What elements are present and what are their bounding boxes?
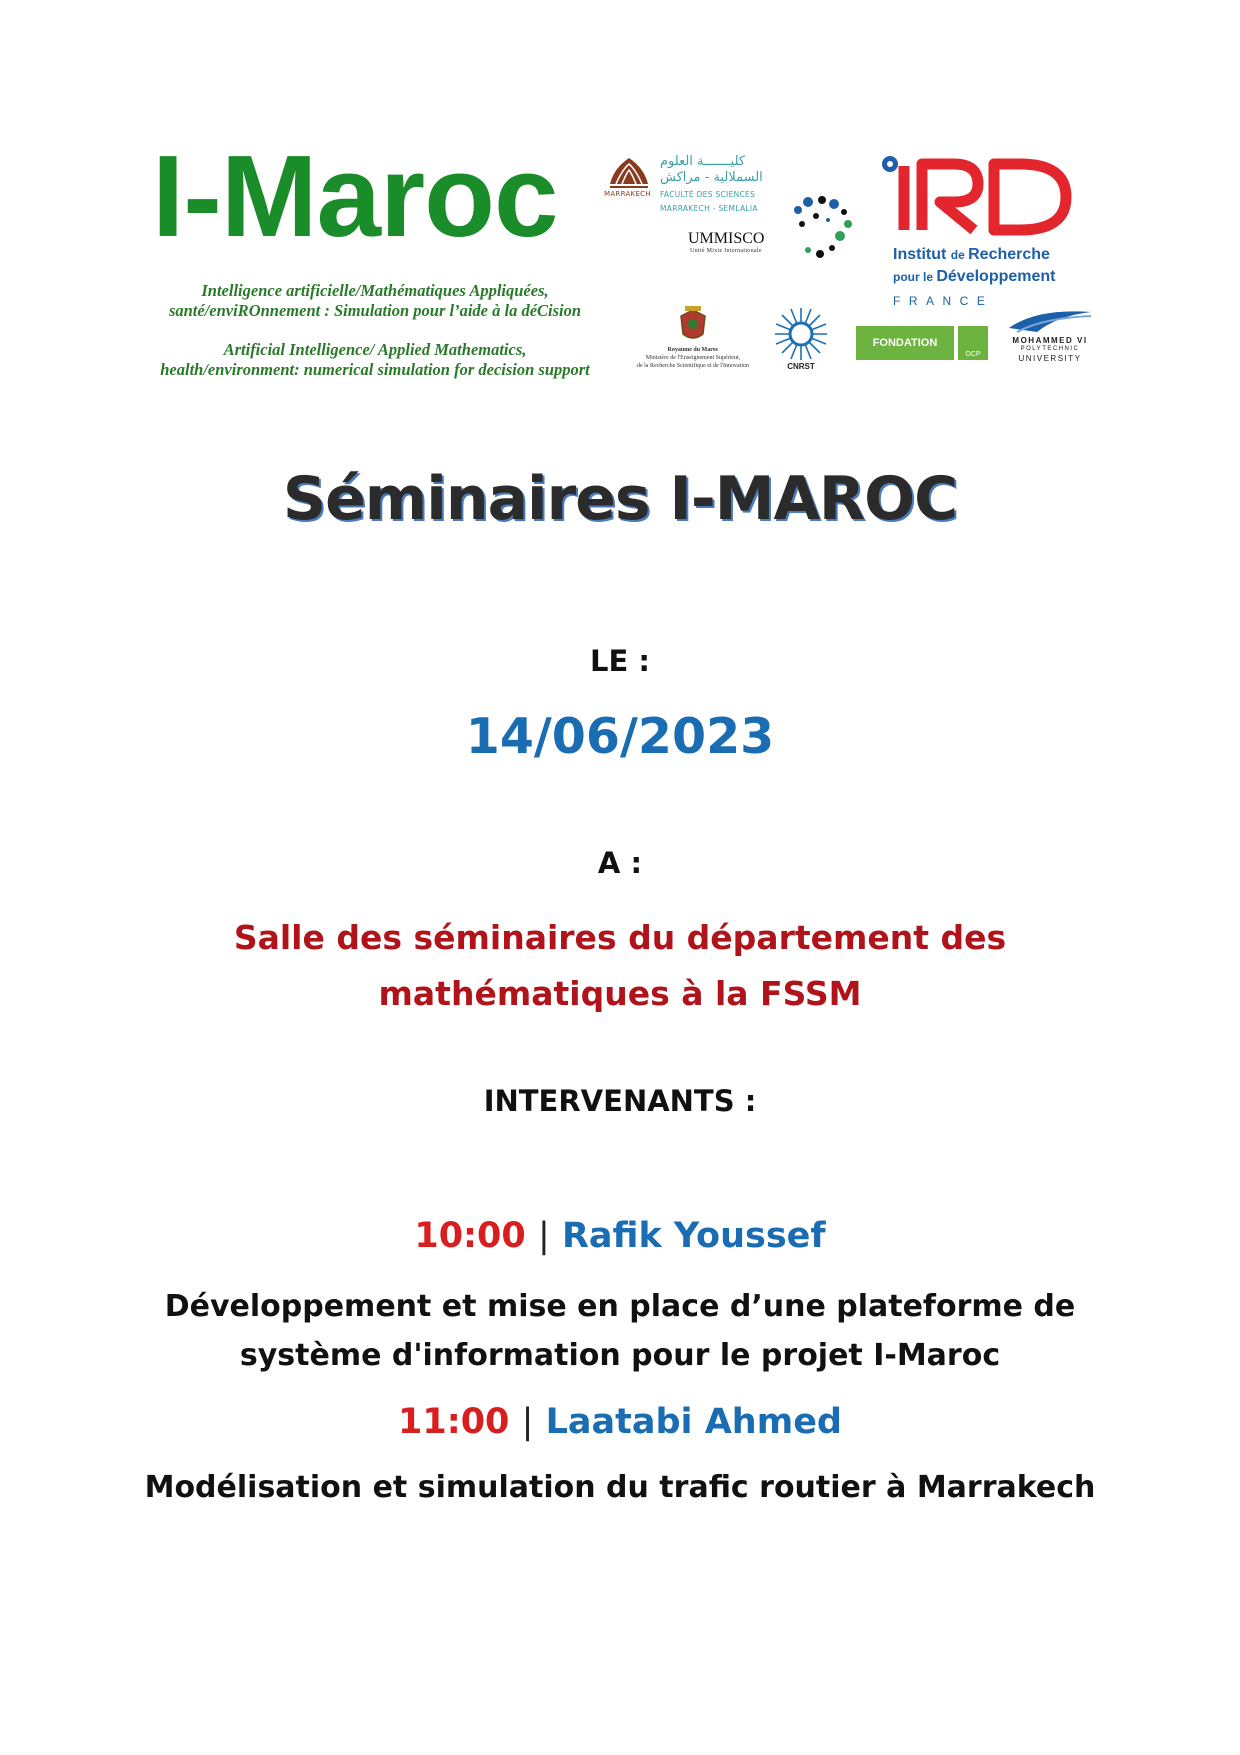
seminar-date: 14/06/2023: [465, 708, 775, 765]
talk-speaker: Rafik Youssef: [561, 1216, 826, 1256]
talk-title: [0, 1282, 1240, 1380]
ird-country: FRANCE: [893, 294, 994, 308]
ird-name-part: Institut: [893, 246, 951, 263]
ministry-logo: [618, 306, 768, 378]
cnrst-logo: [766, 306, 836, 378]
ird-name-part: Développement: [936, 268, 1056, 285]
tagline-french-line: Intelligence artificielle/Mathématiques Appliquées,: [201, 281, 549, 300]
talk-speaker: Laatabi Ahmed: [545, 1402, 842, 1442]
tagline-french: [140, 281, 610, 321]
talk-header: [0, 1402, 1240, 1442]
ummisco-name: UMMISCO: [688, 230, 765, 247]
seminar-location: [0, 910, 1240, 1022]
talk-time: 10:00: [414, 1216, 526, 1256]
location-label: A :: [597, 846, 643, 880]
ummisco-subtitle: Unité Mixte Internationale: [690, 248, 762, 254]
talk-title-line: Développement et mise en place d’une plateforme de: [164, 1289, 1076, 1324]
speakers-label: INTERVENANTS :: [483, 1084, 757, 1118]
talk-separator: |: [537, 1216, 550, 1256]
cnrst-burst-icon: [773, 306, 829, 362]
ird-logo-icon: [882, 154, 1072, 238]
ird-name-part: de: [950, 248, 969, 262]
tagline-english-line: health/environment: numerical simulation for decision support: [160, 360, 590, 379]
cnrst-label: CNRST: [787, 362, 815, 371]
ummisco-logo: [688, 190, 858, 270]
ummisco-dots-icon: [788, 190, 858, 270]
ird-name-line: [893, 246, 1050, 264]
tagline-english: [140, 340, 610, 380]
ird-name-part: Recherche: [968, 246, 1050, 263]
tagline-french-line: santé/enviROnnement : Simulation pour l’aide à la déCision: [168, 301, 582, 320]
talk-title: [0, 1470, 1240, 1505]
ocp-fondation-label: FONDATION: [856, 326, 954, 360]
um6p-wave-icon: [1007, 306, 1093, 336]
talk-separator: |: [521, 1402, 534, 1442]
fssm-arabic-line: السملالية - مراكش: [660, 170, 763, 185]
page-title: Séminaires I-MAROC: [282, 464, 958, 534]
ministry-line: Ministère de l'Enseignement Supérieur,: [645, 355, 741, 361]
fssm-french-line: MARRAKECH - SEMLALIA: [660, 204, 758, 213]
um6p-line: MOHAMMED VI: [1012, 336, 1088, 345]
tagline-english-line: Artificial Intelligence/ Applied Mathematics,: [223, 340, 527, 359]
ird-name-line: [893, 268, 1055, 286]
talk-header: [0, 1216, 1240, 1256]
coat-of-arms-icon: [673, 306, 713, 346]
ocp-badge: OCP: [958, 326, 988, 360]
ird-name-part: pour le: [893, 270, 937, 284]
talk-time: 11:00: [398, 1402, 510, 1442]
fssm-arabic-line: كليـــــــة العلوم: [660, 154, 746, 169]
fssm-emblem-icon: [604, 154, 654, 214]
fssm-mark-label: MARRAKECH: [604, 190, 651, 198]
date-label: LE :: [590, 644, 650, 678]
talk-title-line: Modélisation et simulation du trafic routier à Marrakech: [144, 1470, 1096, 1505]
talk-title-line: système d'information pour le projet I-Maroc: [239, 1338, 1001, 1373]
fssm-french-line: FACULTÉ DES SCIENCES: [660, 190, 756, 199]
um6p-logo: [1004, 306, 1096, 368]
brand-logo: I-Maroc: [152, 131, 558, 261]
ministry-line: de la Recherche Scientifique et de l'Innovation: [636, 363, 750, 369]
location-line: Salle des séminaires du département des: [233, 918, 1007, 957]
ministry-line: Royaume du Maroc: [667, 347, 719, 353]
um6p-line: UNIVERSITY: [1018, 354, 1082, 363]
ocp-foundation-logo: [856, 326, 988, 360]
location-line: mathématiques à la FSSM: [378, 974, 862, 1013]
um6p-line: POLYTECHNIC: [1020, 346, 1080, 352]
